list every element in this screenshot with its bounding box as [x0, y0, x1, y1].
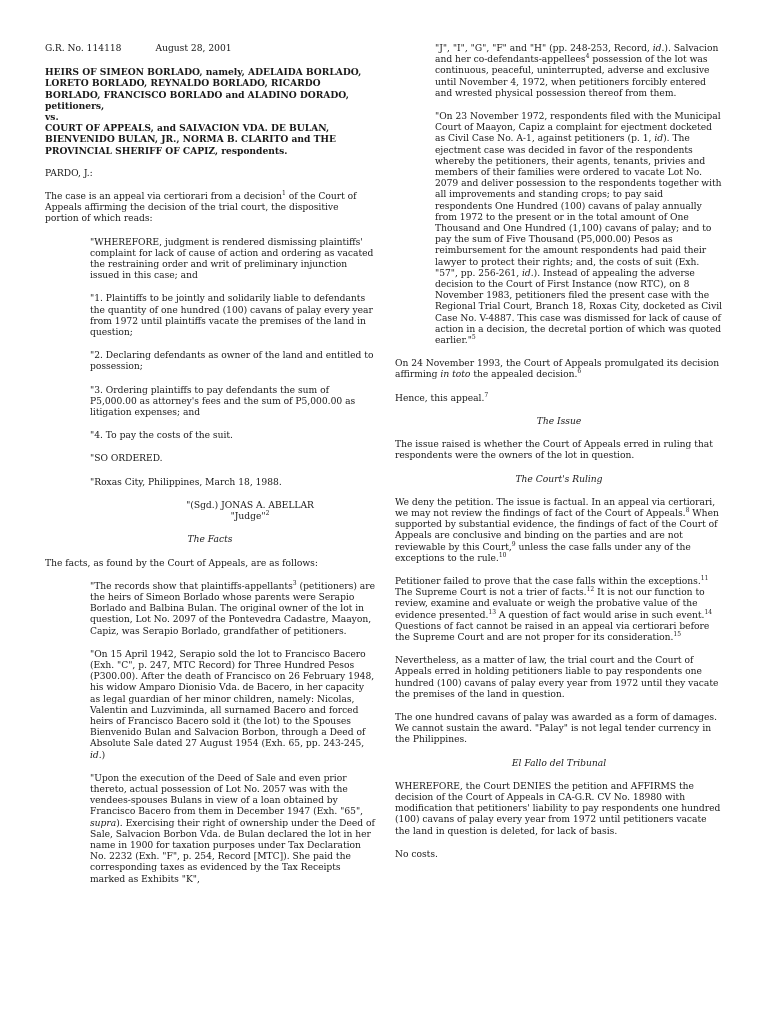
- ruling-paragraph-4: The one hundred cavans of palay was awarded as a form of damages. We cannot sustain the award. "Palay" is not legal tender currency in the Philippines.: [395, 712, 717, 746]
- petitioners-title: HEIRS OF SIMEON BORLADO, namely, ADELAIDA BORLADO, LORETO BORLADO, REYNALDO BORLADO, RICARDO BORLADO, FRANCISCO BORLADO and ALADINO DORADO, petitioners,: [45, 67, 362, 112]
- issue-heading: The Issue: [536, 416, 582, 427]
- dispositive-item-3: "3. Ordering plaintiffs to pay defendants the sum of P5,000.00 as attorney's fees and the sum of P5,000.00 as litigation expenses; and: [90, 385, 356, 419]
- ruling-paragraph-2: Petitioner failed to prove that the case falls within the exceptions.$^{11}$ The Supreme Court is not a trier of facts.$^{12}$ It is not our function to review, examine and evaluate or weigh the probative value of the evidence presented.$^{13}$ A question of fact would arise in such event.$^{14}$ Questions of fact cannot be raised in an appeal via certiorari before the Supreme Court and are not proper for its consideration.$^{15}$: [395, 574, 713, 643]
- judge-title: "Judge"$^2$: [230, 510, 270, 523]
- ruling-paragraph-3: Nevertheless, as a matter of law, the trial court and the Court of Appeals erred in holding petitioners liable to pay respondents one hundred (100) cavans of palay every year from 1972 until they vacate the premises of the land in question.: [395, 656, 719, 700]
- facts-quote-3-cont: "J", "I", "G", "F" and "H" (pp. 248-253, Record, id.). Salvacion and her co-defendants-appellees$^4$ possession of the lot was continuous, peaceful, uninterrupted, adverse and exclusive until November 4, 1972, when petitioners forcibly entered and wrested physical possession thereof from them.: [435, 44, 719, 99]
- issue-paragraph: The issue raised is whether the Court of Appeals erred in ruling that respondents were the owners of the lot in question.: [395, 440, 713, 462]
- versus: vs.: [45, 112, 59, 124]
- facts-quote-4: "On 23 November 1972, respondents filed with the Municipal Court of Maayon, Capiz a complaint for ejectment docketed as Civil Case No. A-1, against petitioners (p. 1, id). The ejectment case was decided in favor of the respondents whereby the petitioners, their agents, tenants, privies and members of their families were ordered to vacate Lot No. 2079 and deliver possession to the respondents together with all improvements and standing crops; to pay said respondents One Hundred (100) cavans of palay annually from 1972 to the present or in the total amount of One Thousand and One Hundred (1,100) cavans of palay; and to pay the sum of Five Thousand (P5,000.00) Pesos as reimbursement for the amount respondents had paid their lawyer to protect their rights; and, the costs of suit (Exh. "57", pp. 256-261, id.). Instead of appealing the adverse decision to the Court of First Instance (now RTC), on 8 November 1983, petitioners filed the present case with the Regional Trial Court, Branch 18, Roxas City, docketed as Civil Case No. V-4887. This case was dismissed for lack of cause of action in a decision, the decretal portion of which was quoted earlier."$^5$: [435, 112, 723, 347]
- ruling-heading: The Court's Ruling: [515, 474, 603, 485]
- facts-lead: The facts, as found by the Court of Appeals, are as follows:: [45, 558, 318, 569]
- fallo-paragraph: WHEREFORE, the Court DENIES the petition and AFFIRMS the decision of the Court of Appeals in CA-G.R. CV No. 18980 with modification that petitioners' liability to pay respondents one hundred (100) cavans of palay every year from 1972 until petitioners vacate the land in question is deleted, for lack of basis.: [395, 781, 721, 837]
- dispositive-item-1: "1. Plaintiffs to be jointly and solidarily liable to defendants the quantity of one hundred (100) cavans of palay every year from 1972 until plaintiffs vacate the premises of the land in question;: [90, 294, 373, 339]
- case-header-line: [45, 44, 375, 55]
- place-date-line: "Roxas City, Philippines, March 18, 1988.: [90, 477, 282, 488]
- respondents-title: COURT OF APPEALS, and SALVACION VDA. DE BULAN, BIENVENIDO BULAN, JR., NORMA B. CLARITO and THE PROVINCIAL SHERIFF OF CAPIZ, respondents.: [45, 123, 336, 157]
- no-costs: No costs.: [395, 849, 438, 860]
- left-column: [45, 44, 375, 898]
- dispositive-paragraph: "WHEREFORE, judgment is rendered dismissing plaintiffs' complaint for lack of cause of action and ordering as vacated the restraining order and writ of preliminary injunction issued in this case; and: [90, 237, 374, 282]
- ponente: PARDO, J.:: [45, 168, 93, 179]
- so-ordered: "SO ORDERED.: [90, 454, 163, 465]
- dispositive-item-2: "2. Declaring defendants as owner of the land and entitled to possession;: [90, 351, 374, 373]
- ca-decision-paragraph: On 24 November 1993, the Court of Appeals promulgated its decision affirming in toto the appealed decision.$^6$: [395, 359, 720, 381]
- right-column: [395, 44, 723, 873]
- intro-paragraph: The case is an appeal via certiorari from a decision$^1$ of the Court of Appeals affirming the decision of the trial court, the dispositive portion of which reads:: [45, 189, 357, 225]
- case-date: August 28, 2001: [155, 44, 232, 54]
- fallo-heading: El Fallo del Tribunal: [511, 758, 607, 769]
- ruling-paragraph-1: We deny the petition. The issue is factual. In an appeal via certiorari, we may not review the findings of fact of the Court of Appeals.$^8$ When supported by substantial evidence, the findings of fact of the Court of Appeals are conclusive and binding on the parties and are not reviewable by this Court,$^9$ unless the case falls under any of the exceptions to the rule.$^{10}$: [395, 497, 719, 564]
- facts-quote-1: "The records show that plaintiffs-appellants$^3$ (petitioners) are the heirs of Simeon Borlado whose parents were Serapio Borlado and Balbina Bulan. The original owner of the lot in question, Lot No. 2097 of the Pontevedra Cadastre, Maayon, Capiz, was Serapio Borlado, grandfather of petitioners.: [90, 579, 375, 637]
- case-number: G.R. No. 114118: [45, 44, 122, 54]
- facts-quote-3: "Upon the execution of the Deed of Sale and even prior thereto, actual possession of Lot No. 2057 was with the vendees-spouses Bulans in view of a loan obtained by Francisco Bacero from them in December 1947 (Exh. "65", supra). Exercising their right of ownership under the Deed of Sale, Salvacion Borbon Vda. de Bulan declared the lot in her name in 1900 for taxation purposes under Tax Declaration No. 2232 (Exh. "F", p. 254, Record [MTC]). She paid the corresponding taxes as evidenced by the Tax Receipts marked as Exhibits "K",: [90, 773, 375, 885]
- facts-heading: The Facts: [187, 535, 233, 546]
- facts-quote-2: "On 15 April 1942, Serapio sold the lot to Francisco Bacero (Exh. "C", p. 247, MTC Record) for Three Hundred Pesos (P300.00). After the death of Francisco on 26 February 1948, his widow Amparo Dionisio Vda. de Bacero, in her capacity as legal guardian of her minor children, namely: Nicolas, Valentin and Luzviminda, all surnamed Bacero and forced heirs of Francisco Bacero sold it (the lot) to the Spouses Bienvenido Bulan and Salvacion Borbon, through a Deed of Absolute Sale dated 27 August 1954 (Exh. 65, pp. 243-245, id.): [90, 649, 375, 761]
- judge-signature: "(Sgd.) JONAS A. ABELLAR: [186, 500, 314, 511]
- dispositive-item-4: "4. To pay the costs of the suit.: [90, 431, 233, 442]
- appeal-paragraph: Hence, this appeal.$^7$: [395, 391, 489, 404]
